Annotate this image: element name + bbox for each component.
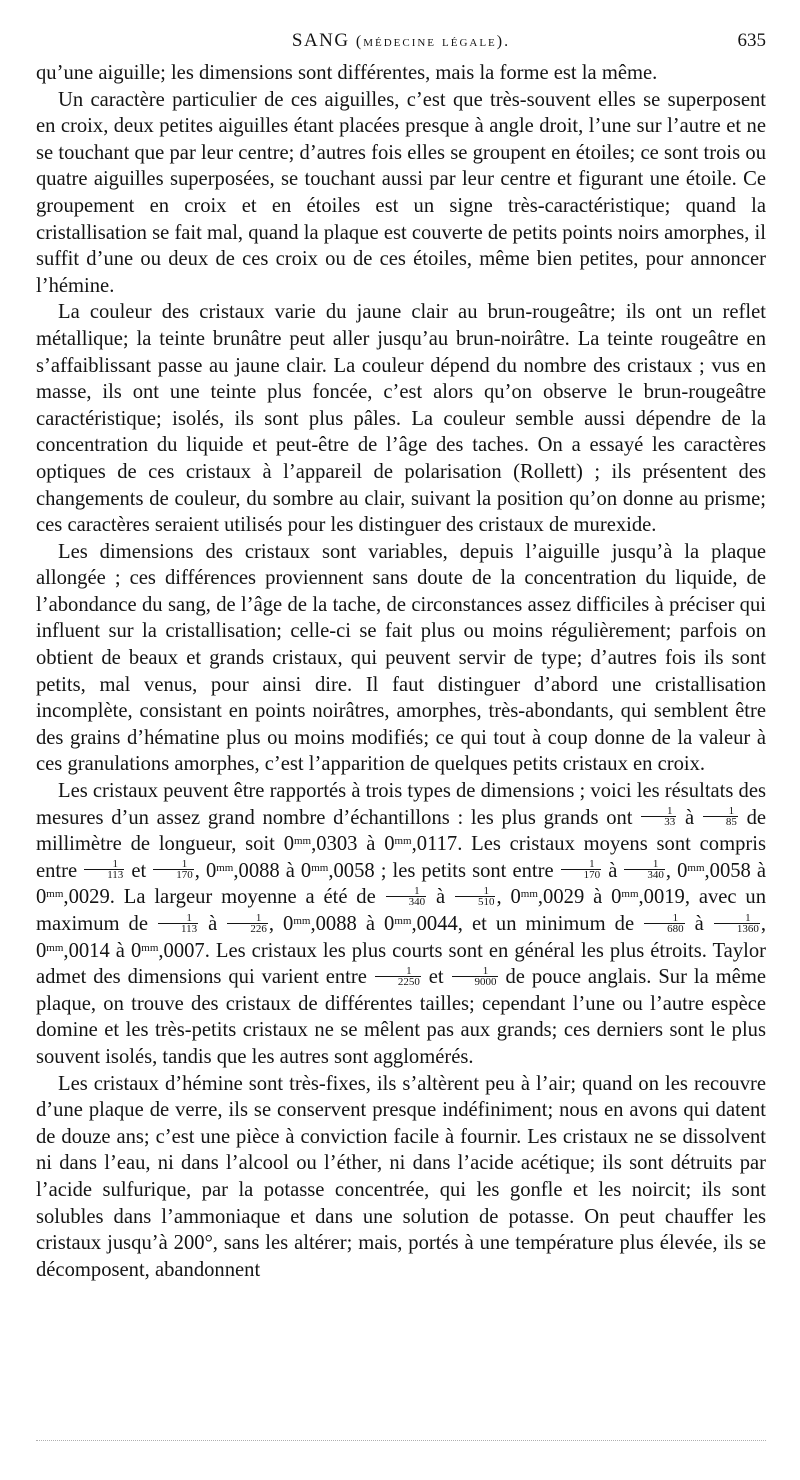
paragraph-1: qu’une aiguille; les dimensions sont différentes, mais la forme est la même. (36, 62, 658, 84)
fraction-numerator: 1 (624, 859, 665, 870)
fraction-denominator: 85 (725, 816, 737, 829)
unit-superscript: mm (311, 861, 329, 874)
text-run: ,0058 à 0 (36, 859, 767, 909)
fraction-denominator: 340 (408, 896, 426, 909)
paragraph-2: Un caractère particulier de ces aiguilles, c’est que très-souvent elles se superposent en croix, deux petites aiguilles étant placées presque à angle droit, l’une sur l’autre et ne se touchant que par leur centre; d’autres fois elles se groupent en étoiles; ce sont trois ou quatre aiguilles superposées, se touchant aussi par leur centre et figurant une étoile. Ce groupement en croix et en étoiles est un signe très-caractéristique; quand la cristallisation se fait mal, quand la plaque est couverte de petits points noirs amorphes, il suffit d’une ou deux de ces croix ou de ces étoiles, même bien petites, pour annoncer l’hémine. (36, 88, 766, 297)
text-run: , 0 (194, 859, 217, 882)
text-run: ,0029 à 0 (537, 886, 622, 909)
footer-dotted-rule (36, 1440, 766, 1441)
fraction-denominator: 1360 (736, 922, 759, 935)
text-run: à (685, 913, 713, 935)
text-run: ,0019, avec un maximum de (36, 886, 767, 935)
fraction (561, 859, 602, 880)
fraction-numerator: 1 (561, 859, 602, 870)
unit-superscript: mm (394, 835, 412, 848)
fraction-denominator: 510 (477, 896, 495, 909)
fraction (703, 806, 738, 827)
text-run: de pouce anglais. Sur la même plaque, on trouve des cristaux de différentes tailles; cependant l’une ou l’autre espèce domine et les très-petits cristaux ne se mêlent pas aux grands; ces derniers sont le plus souvent isolés, tandis que les autres sont agglomérés. (36, 966, 766, 1068)
fraction (153, 859, 194, 880)
fraction-numerator: 1 (153, 859, 194, 870)
fraction (227, 913, 268, 934)
text-run: ,0117. Les cristaux moyens sont compris entre (36, 833, 766, 882)
text-run: à (677, 806, 702, 829)
running-title-main: SANG (291, 30, 350, 51)
text-run: , 0 (496, 886, 521, 909)
fraction (452, 966, 498, 987)
fraction (455, 886, 496, 907)
fraction-numerator: 1 (714, 913, 760, 924)
fraction (158, 913, 198, 934)
text-run: ,0014 à 0 (63, 939, 142, 962)
text-run: à (199, 913, 227, 935)
unit-superscript: mm (294, 835, 312, 848)
text-run: à (427, 886, 454, 909)
unit-superscript: mm (46, 941, 64, 954)
text-run: et (421, 966, 451, 989)
text-run: de millimètre de longueur, soit 0 (36, 806, 767, 856)
text-run: , 0 (36, 913, 767, 962)
fraction-denominator: 680 (667, 922, 684, 935)
text-run: ,0044, et un minimum de (411, 913, 644, 935)
running-title (36, 30, 766, 52)
fraction-denominator: 340 (647, 869, 664, 882)
fraction (641, 806, 676, 827)
paragraph-5 (36, 778, 766, 1071)
fraction-numerator: 1 (84, 859, 124, 870)
fraction (375, 966, 421, 987)
fraction (84, 859, 124, 880)
body-text (36, 60, 766, 1283)
fraction (624, 859, 665, 880)
text-run: ,0303 à 0 (311, 833, 395, 856)
fraction-denominator: 170 (176, 869, 193, 882)
fraction-denominator: 33 (664, 816, 676, 829)
paragraph-6: Les cristaux d’hémine sont très-fixes, ils s’altèrent peu à l’air; quand on les recouvre d’une plaque de verre, ils se conservent presque indéfiniment; nous en avons qui datent de douze ans; c’est une pièce à conviction facile à fournir. Les cristaux ne se dissolvent ni dans l’eau, ni dans l’alcool ou l’éther, ni dans l’acide acétique; ils sont détruits par l’acide sulfurique, par la potasse concentrée, qui les gonfle et les noircit; ils sont solubles dans l’ammoniaque et dans une solution de potasse. On peut chauffer les cristaux jusqu’à 200°, sans les altérer; mais, portés à une température plus élevée, ils se décomposent, abandonnent (36, 1072, 766, 1281)
unit-superscript: mm (46, 888, 64, 901)
text-run: , 0 (665, 859, 688, 882)
unit-superscript: mm (687, 861, 705, 874)
fraction-denominator: 113 (181, 922, 198, 935)
fraction-numerator: 1 (375, 966, 421, 977)
fraction-numerator: 1 (227, 913, 268, 924)
text-run: Les cristaux peuvent être rapportés à trois types de dimensions ; voici les résultats des mesures d’un assez grand nombre d’échantillons : les plus grands ont (36, 780, 767, 829)
fraction (714, 913, 760, 934)
page-number: 635 (737, 30, 766, 51)
paragraph-3: La couleur des cristaux varie du jaune clair au brun-rougeâtre; ils ont un reflet métallique; la teinte brunâtre peut aller jusqu’au brun-noirâtre. La teinte rougeâtre en s’affaiblissant passe au jaune clair. La couleur dépend du nombre des cristaux ; vus en masse, ils ont une teinte plus foncée, c’est alors qu’on observe le brun-rougeâtre caractéristique; isolés, ils sont plus pâles. La couleur semble aussi dépendre de la concentration du liquide et peut-être de l’âge des taches. On a essayé les caractères optiques de ces cristaux à l’appareil de polarisation (Rollett) ; ils présentent des changements de couleur, du sombre au clair, suivant la position qu’on donne au prisme; ces caractères seraient utilisés pour les distinguer des cristaux de murexide. (36, 301, 766, 537)
fraction-numerator: 1 (644, 913, 685, 924)
unit-superscript: mm (520, 888, 538, 901)
text-run: ,0029. La largeur moyenne a été de (63, 886, 385, 909)
unit-superscript: mm (216, 861, 234, 874)
fraction (386, 886, 427, 907)
text-run: ,0088 à 0 (310, 913, 395, 935)
running-head (36, 30, 766, 60)
paragraph-4: Les dimensions des cristaux sont variables, depuis l’aiguille jusqu’à la plaque allongée ; ces différences proviennent sans doute de la concentration du liquide, de l’abondance du sang, de l’âge de la tache, de circonstances assez difficiles à préciser qui influent sur la cristallisation; celle-ci se fait plus ou moins régulièrement; parfois on obtient de beaux et grands cristaux, qui peuvent servir de type; d’autres fois ils sont petits, mal venus, pour ainsi dire. Il faut distinguer d’abord une cristallisation incomplète, consistant en points noirâtres, amorphes, très-abondants, qui semblent être des grains d’hématine plus ou moins modifiés; ce qui tout à coup donne de la valeur à ces granulations amorphes, c’est l’apparition de quelques petits cristaux en croix. (36, 540, 766, 776)
fraction (644, 913, 685, 934)
text-run: ,0007. Les cristaux les plus courts sont en général les plus étroits. Taylor admet des dimensions qui varient entre (36, 939, 766, 989)
text-run: ,0058 ; les petits sont entre (328, 859, 560, 882)
fraction-denominator: 226 (250, 922, 267, 935)
fraction-numerator: 1 (455, 886, 496, 897)
unit-superscript: mm (293, 914, 311, 927)
unit-superscript: mm (621, 888, 639, 901)
fraction-numerator: 1 (386, 886, 427, 897)
fraction-numerator: 1 (641, 806, 676, 817)
fraction-denominator: 113 (107, 869, 124, 882)
text-run: , 0 (268, 913, 294, 935)
fraction-denominator: 9000 (474, 975, 497, 988)
fraction-numerator: 1 (158, 913, 198, 924)
unit-superscript: mm (394, 914, 412, 927)
fraction-numerator: 1 (452, 966, 498, 977)
fraction-denominator: 170 (583, 869, 601, 882)
fraction-numerator: 1 (703, 806, 738, 817)
text-run: ,0088 à 0 (233, 859, 312, 882)
text-run: à (602, 859, 624, 882)
fraction-denominator: 2250 (397, 975, 420, 988)
unit-superscript: mm (141, 941, 159, 954)
running-title-sub: (médecine légale). (355, 33, 511, 50)
text-run: et (125, 859, 153, 882)
